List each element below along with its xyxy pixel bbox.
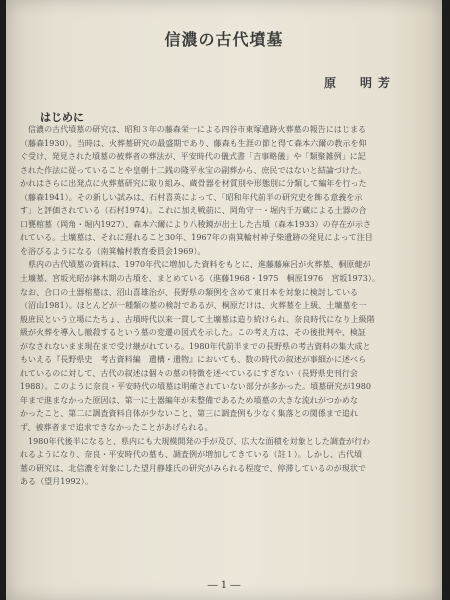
text-line: かれはさらに出発点に火葬墓研究に取り組み、蔵骨器を材質別や形態別に分類して編年を行った: [20, 179, 367, 189]
text-line: ある（望月1992）。: [20, 477, 93, 487]
text-line: 墓の研究は、北信濃を対象にした望月静雄氏の研究がみられる程度で、停滞しているのが現状で: [20, 463, 366, 473]
paragraph-3: [20, 435, 430, 489]
article-title: 信濃の古代墳墓: [164, 30, 284, 49]
text-line: （藤森1930）。当時は、火葬墓研究の最盛期であり、藤森も生涯の節と得て森本六爾の教示を仰: [20, 138, 367, 148]
text-line: 1988）。このように奈良・平安時代の墳墓は明確されていない部分が多かった。墳墓研究が1980: [20, 382, 372, 392]
section-heading: はじめに: [40, 111, 84, 124]
author-name: 原 明芳: [323, 76, 396, 90]
document-page: [6, 0, 442, 600]
text-line: がなされないまま現在まで受け継がれている。1980年代前半までの長野県の考古資料の集大成と: [20, 341, 371, 351]
page-number: ― 1 ―: [207, 580, 241, 591]
paragraph-1: [20, 123, 430, 258]
text-line: もいえる『長野県史 考古資料編 遺構・遺物』においても、数の時代の叙述が事細かに述べら: [20, 355, 367, 365]
text-line: れている。土壙墓は、それに遅れること30年、1967年の南箕輪村神子柴遺跡の発見によって注目: [20, 233, 373, 243]
text-line: 口甕棺墓（岡角・堀内1927）、森本六爾により八稜鏡が出土した古墳（森本1933）の存在が示さ: [20, 219, 372, 229]
text-line: を浴びるようになる（南箕輪村教育委員会1969）。: [20, 246, 206, 256]
paragraph-2: [20, 258, 430, 434]
text-line: れているのに対して、古代の叙述は個々の墓の特徴を述べているにすぎない（長野県史刊行会: [20, 368, 358, 378]
article-body: [20, 123, 430, 489]
text-line: された作法に従っていることや皇朝十二銭の隆平永宝の副葬から、庶民ではないと結論づけた。: [20, 165, 367, 175]
text-line: 土壙墓、宮坂光昭が鉢木期の古墳を、まとめている（進藤1968・1975 桐原1976 宮坂1973）。: [20, 274, 380, 284]
text-line: れるようになり、奈良・平安時代の墓も、調査例が増加してきている（註１）。しかし、古代墳: [20, 450, 363, 460]
text-line: ぐ受け、発見された墳墓の被葬者の葬法が、平安時代の儀式書「吉事略儀」や「類聚雑例」に記: [20, 152, 366, 162]
text-line: 年まで進まなかった原因は、第一に土器編年が未整備であるため墳墓の大きな流れがつかめな: [20, 395, 359, 405]
text-line: かったこと、第二に調査資料自体が少ないこと、第三に調査例も少なく集落との関係まで追れ: [20, 409, 359, 419]
text-line: なお、合口の土器棺墓は、沼山喜雄治が、長野県の類例を含めて東日本を対象に検討している: [20, 287, 359, 297]
text-line: 県内の古代墳墓の資料は、1970年代に増加した資料をもとに、進藤藤麻呂が火葬墓、桐原健が: [28, 260, 371, 270]
text-line: （藤森1941）。その新しい試みは、石村喜英によって、「昭和年代前半の研究史を飾る意義を示: [20, 192, 363, 202]
text-line: 級が火葬を導入し撤殺するという墓の変遷の図式を示した。この考え方は、その後批判や、検証: [20, 328, 366, 338]
text-line: ず、被葬者まで追求できなかったことがあげられる。: [20, 423, 213, 433]
text-line: 信濃の古代墳墓の研究は、昭和３年の藤森栄一による四谷市東塚遺跡火葬墓の報告にはじまる: [28, 125, 367, 134]
text-line: す」と評価されている（石村1974）。これに加え戦前に、岡角守一・堀内千万蔵による土器の合: [20, 206, 367, 216]
text-line: 般庶民という立場にたちょ、古墳時代以来一貫して土壙墓は造り続けられ、奈良時代になり上級階: [20, 314, 375, 324]
text-line: 1980年代後半になると、県内にも大規模開発の手が及び、広大な面積を対象とした調査が行わ: [28, 436, 371, 446]
text-line: （沼山1981）。ほとんどが一種類の墓の検討であるが、桐原だけは、火葬墓を上級、土壙墓を一: [20, 301, 367, 311]
